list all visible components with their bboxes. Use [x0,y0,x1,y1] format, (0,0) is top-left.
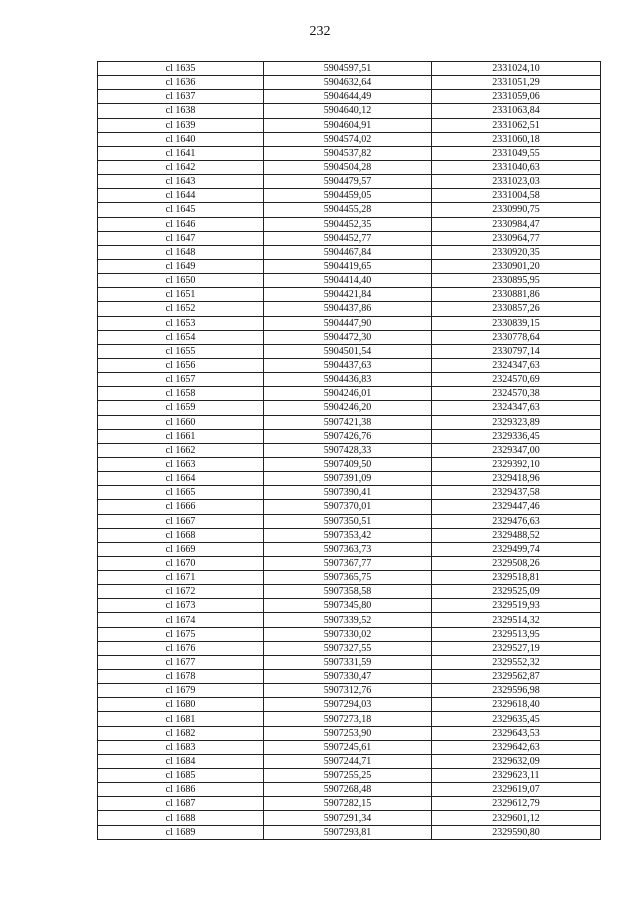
point-id-cell: cl 1657 [98,373,264,387]
table-row [98,358,601,372]
point-id-cell: cl 1646 [98,217,264,231]
y-coordinate-cell: 2329514,32 [432,613,601,627]
table-row [98,556,601,570]
table-row [98,344,601,358]
table-row [98,486,601,500]
y-coordinate-cell: 2324570,38 [432,387,601,401]
point-id-cell: cl 1643 [98,175,264,189]
y-coordinate-cell: 2329562,87 [432,670,601,684]
x-coordinate-cell: 5907282,15 [264,797,432,811]
y-coordinate-cell: 2330881,86 [432,288,601,302]
y-coordinate-cell: 2331059,06 [432,90,601,104]
y-coordinate-cell: 2330920,35 [432,245,601,259]
x-coordinate-cell: 5904537,82 [264,146,432,160]
y-coordinate-cell: 2331062,51 [432,118,601,132]
point-id-cell: cl 1661 [98,429,264,443]
table-row [98,429,601,443]
y-coordinate-cell: 2330964,77 [432,231,601,245]
x-coordinate-cell: 5904246,01 [264,387,432,401]
y-coordinate-cell: 2331060,18 [432,132,601,146]
x-coordinate-cell: 5907421,38 [264,415,432,429]
y-coordinate-cell: 2330797,14 [432,344,601,358]
point-id-cell: cl 1642 [98,160,264,174]
x-coordinate-cell: 5904455,28 [264,203,432,217]
x-coordinate-cell: 5904597,51 [264,62,432,76]
y-coordinate-cell: 2329513,95 [432,627,601,641]
table-row [98,90,601,104]
y-coordinate-cell: 2329527,19 [432,641,601,655]
table-row [98,415,601,429]
x-coordinate-cell: 5907330,47 [264,670,432,684]
y-coordinate-cell: 2329619,07 [432,783,601,797]
point-id-cell: cl 1660 [98,415,264,429]
y-coordinate-cell: 2329518,81 [432,571,601,585]
x-coordinate-cell: 5904436,83 [264,373,432,387]
point-id-cell: cl 1635 [98,62,264,76]
x-coordinate-cell: 5907345,80 [264,599,432,613]
point-id-cell: cl 1681 [98,712,264,726]
point-id-cell: cl 1671 [98,571,264,585]
x-coordinate-cell: 5907245,61 [264,740,432,754]
y-coordinate-cell: 2329552,32 [432,655,601,669]
point-id-cell: cl 1676 [98,641,264,655]
table-row [98,500,601,514]
table-row [98,203,601,217]
x-coordinate-cell: 5904452,77 [264,231,432,245]
x-coordinate-cell: 5907391,09 [264,472,432,486]
point-id-cell: cl 1684 [98,754,264,768]
point-id-cell: cl 1651 [98,288,264,302]
y-coordinate-cell: 2329488,52 [432,528,601,542]
point-id-cell: cl 1667 [98,514,264,528]
x-coordinate-cell: 5907365,75 [264,571,432,585]
table-row [98,627,601,641]
x-coordinate-cell: 5907358,58 [264,585,432,599]
table-row [98,401,601,415]
x-coordinate-cell: 5904452,35 [264,217,432,231]
point-id-cell: cl 1636 [98,76,264,90]
y-coordinate-cell: 2329499,74 [432,542,601,556]
point-id-cell: cl 1678 [98,670,264,684]
table-row [98,373,601,387]
point-id-cell: cl 1654 [98,330,264,344]
y-coordinate-cell: 2330901,20 [432,259,601,273]
point-id-cell: cl 1686 [98,783,264,797]
x-coordinate-cell: 5907293,81 [264,825,432,839]
table-row [98,472,601,486]
point-id-cell: cl 1668 [98,528,264,542]
point-id-cell: cl 1647 [98,231,264,245]
table-row [98,330,601,344]
point-id-cell: cl 1640 [98,132,264,146]
y-coordinate-cell: 2331063,84 [432,104,601,118]
point-id-cell: cl 1672 [98,585,264,599]
point-id-cell: cl 1680 [98,698,264,712]
point-id-cell: cl 1639 [98,118,264,132]
x-coordinate-cell: 5904604,91 [264,118,432,132]
table-row [98,231,601,245]
y-coordinate-cell: 2329323,89 [432,415,601,429]
y-coordinate-cell: 2330895,95 [432,274,601,288]
table-row [98,571,601,585]
table-row [98,797,601,811]
y-coordinate-cell: 2329623,11 [432,769,601,783]
x-coordinate-cell: 5907367,77 [264,556,432,570]
x-coordinate-cell: 5904421,84 [264,288,432,302]
table-row [98,189,601,203]
table-row [98,698,601,712]
x-coordinate-cell: 5907330,02 [264,627,432,641]
x-coordinate-cell: 5907339,52 [264,613,432,627]
x-coordinate-cell: 5904632,64 [264,76,432,90]
point-id-cell: cl 1688 [98,811,264,825]
point-id-cell: cl 1677 [98,655,264,669]
table-row [98,655,601,669]
x-coordinate-cell: 5904504,28 [264,160,432,174]
y-coordinate-cell: 2329612,79 [432,797,601,811]
point-id-cell: cl 1656 [98,358,264,372]
y-coordinate-cell: 2329643,53 [432,726,601,740]
x-coordinate-cell: 5904447,90 [264,316,432,330]
coordinates-table-body [98,62,601,840]
y-coordinate-cell: 2329508,26 [432,556,601,570]
table-row [98,259,601,273]
table-row [98,62,601,76]
y-coordinate-cell: 2329347,00 [432,443,601,457]
x-coordinate-cell: 5904419,65 [264,259,432,273]
y-coordinate-cell: 2329519,93 [432,599,601,613]
y-coordinate-cell: 2329437,58 [432,486,601,500]
table-row [98,811,601,825]
table-row [98,288,601,302]
x-coordinate-cell: 5907268,48 [264,783,432,797]
x-coordinate-cell: 5904437,86 [264,302,432,316]
table-row [98,245,601,259]
point-id-cell: cl 1637 [98,90,264,104]
x-coordinate-cell: 5904246,20 [264,401,432,415]
table-row [98,132,601,146]
table-row [98,302,601,316]
y-coordinate-cell: 2330839,15 [432,316,601,330]
x-coordinate-cell: 5907353,42 [264,528,432,542]
y-coordinate-cell: 2329447,46 [432,500,601,514]
coordinates-table [97,61,601,840]
table-row [98,613,601,627]
table-row [98,769,601,783]
y-coordinate-cell: 2331023,03 [432,175,601,189]
table-row [98,585,601,599]
y-coordinate-cell: 2331051,29 [432,76,601,90]
x-coordinate-cell: 5904574,02 [264,132,432,146]
table-row [98,443,601,457]
x-coordinate-cell: 5907255,25 [264,769,432,783]
point-id-cell: cl 1648 [98,245,264,259]
y-coordinate-cell: 2329392,10 [432,457,601,471]
point-id-cell: cl 1685 [98,769,264,783]
y-coordinate-cell: 2331024,10 [432,62,601,76]
table-row [98,599,601,613]
table-row [98,387,601,401]
y-coordinate-cell: 2329336,45 [432,429,601,443]
table-row [98,641,601,655]
point-id-cell: cl 1664 [98,472,264,486]
point-id-cell: cl 1682 [98,726,264,740]
table-row [98,76,601,90]
x-coordinate-cell: 5904479,57 [264,175,432,189]
table-row [98,217,601,231]
table-row [98,783,601,797]
point-id-cell: cl 1663 [98,457,264,471]
x-coordinate-cell: 5907350,51 [264,514,432,528]
y-coordinate-cell: 2324347,63 [432,358,601,372]
table-row [98,274,601,288]
y-coordinate-cell: 2329601,12 [432,811,601,825]
table-row [98,684,601,698]
x-coordinate-cell: 5904467,84 [264,245,432,259]
table-row [98,175,601,189]
x-coordinate-cell: 5907291,34 [264,811,432,825]
table-row [98,670,601,684]
point-id-cell: cl 1641 [98,146,264,160]
point-id-cell: cl 1650 [98,274,264,288]
point-id-cell: cl 1655 [98,344,264,358]
point-id-cell: cl 1659 [98,401,264,415]
x-coordinate-cell: 5907294,03 [264,698,432,712]
y-coordinate-cell: 2331004,58 [432,189,601,203]
table-row [98,542,601,556]
y-coordinate-cell: 2330990,75 [432,203,601,217]
table-row [98,104,601,118]
x-coordinate-cell: 5904414,40 [264,274,432,288]
y-coordinate-cell: 2329618,40 [432,698,601,712]
y-coordinate-cell: 2329476,63 [432,514,601,528]
x-coordinate-cell: 5907273,18 [264,712,432,726]
table-row [98,726,601,740]
x-coordinate-cell: 5907363,73 [264,542,432,556]
x-coordinate-cell: 5904640,12 [264,104,432,118]
x-coordinate-cell: 5907426,76 [264,429,432,443]
x-coordinate-cell: 5907312,76 [264,684,432,698]
point-id-cell: cl 1665 [98,486,264,500]
table-row [98,712,601,726]
y-coordinate-cell: 2331049,55 [432,146,601,160]
point-id-cell: cl 1689 [98,825,264,839]
x-coordinate-cell: 5907244,71 [264,754,432,768]
x-coordinate-cell: 5907409,50 [264,457,432,471]
table-row [98,146,601,160]
y-coordinate-cell: 2330778,64 [432,330,601,344]
y-coordinate-cell: 2324347,63 [432,401,601,415]
table-row [98,754,601,768]
y-coordinate-cell: 2329596,98 [432,684,601,698]
x-coordinate-cell: 5904459,05 [264,189,432,203]
x-coordinate-cell: 5907428,33 [264,443,432,457]
point-id-cell: cl 1658 [98,387,264,401]
y-coordinate-cell: 2324570,69 [432,373,601,387]
x-coordinate-cell: 5907327,55 [264,641,432,655]
point-id-cell: cl 1679 [98,684,264,698]
page-number: 232 [309,24,331,39]
x-coordinate-cell: 5907370,01 [264,500,432,514]
table-row [98,825,601,839]
point-id-cell: cl 1652 [98,302,264,316]
x-coordinate-cell: 5904644,49 [264,90,432,104]
point-id-cell: cl 1653 [98,316,264,330]
point-id-cell: cl 1674 [98,613,264,627]
y-coordinate-cell: 2330857,26 [432,302,601,316]
y-coordinate-cell: 2329590,80 [432,825,601,839]
point-id-cell: cl 1687 [98,797,264,811]
y-coordinate-cell: 2330984,47 [432,217,601,231]
x-coordinate-cell: 5907390,41 [264,486,432,500]
table-row [98,118,601,132]
y-coordinate-cell: 2331040,63 [432,160,601,174]
point-id-cell: cl 1670 [98,556,264,570]
table-row [98,316,601,330]
table-row [98,740,601,754]
y-coordinate-cell: 2329418,96 [432,472,601,486]
x-coordinate-cell: 5904472,30 [264,330,432,344]
point-id-cell: cl 1638 [98,104,264,118]
y-coordinate-cell: 2329632,09 [432,754,601,768]
table-row [98,160,601,174]
point-id-cell: cl 1675 [98,627,264,641]
x-coordinate-cell: 5904501,54 [264,344,432,358]
x-coordinate-cell: 5907331,59 [264,655,432,669]
y-coordinate-cell: 2329525,09 [432,585,601,599]
x-coordinate-cell: 5907253,90 [264,726,432,740]
point-id-cell: cl 1669 [98,542,264,556]
point-id-cell: cl 1644 [98,189,264,203]
table-row [98,514,601,528]
y-coordinate-cell: 2329642,63 [432,740,601,754]
point-id-cell: cl 1662 [98,443,264,457]
table-row [98,457,601,471]
table-row [98,528,601,542]
point-id-cell: cl 1649 [98,259,264,273]
point-id-cell: cl 1683 [98,740,264,754]
point-id-cell: cl 1645 [98,203,264,217]
y-coordinate-cell: 2329635,45 [432,712,601,726]
point-id-cell: cl 1666 [98,500,264,514]
point-id-cell: cl 1673 [98,599,264,613]
x-coordinate-cell: 5904437,63 [264,358,432,372]
